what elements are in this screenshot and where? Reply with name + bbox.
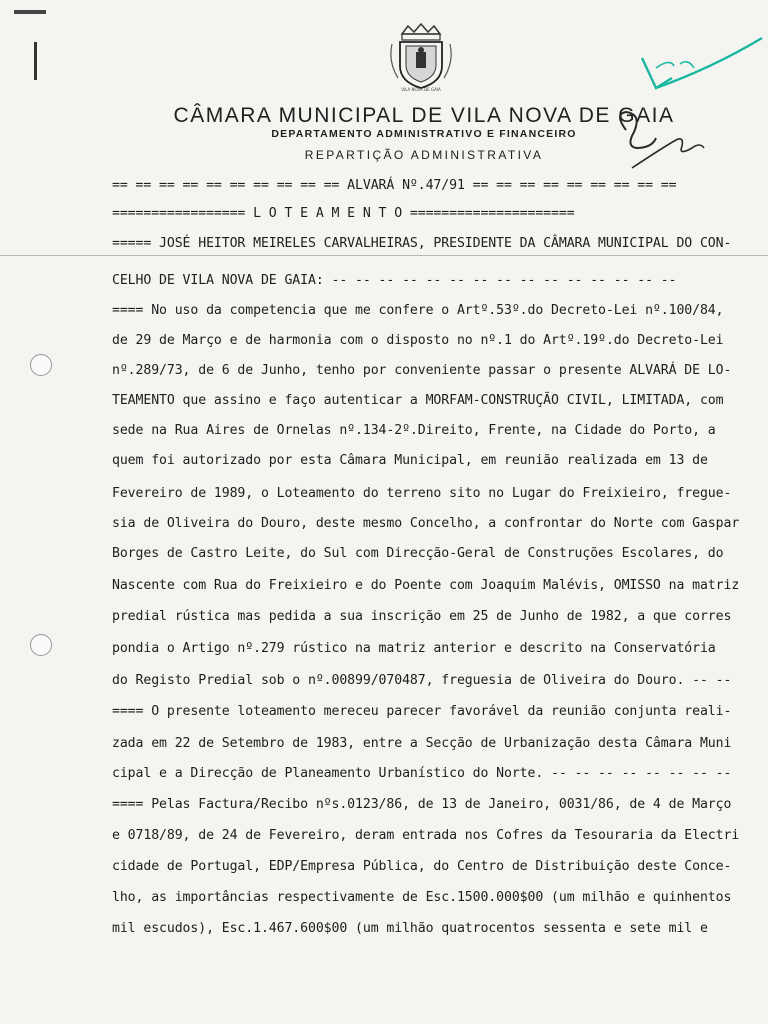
fold-line xyxy=(0,255,768,256)
document-line: ================= L O T E A M E N T O ===================== xyxy=(112,206,575,221)
document-line: cipal e a Direcção de Planeamento Urbanístico do Norte. -- -- -- -- -- -- -- -- xyxy=(112,766,732,781)
page-title: CÂMARA MUNICIPAL DE VILA NOVA DE GAIA xyxy=(173,104,675,127)
department-name: DEPARTAMENTO ADMINISTRATIVO E FINANCEIRO xyxy=(271,128,577,140)
document-line: mil escudos), Esc.1.467.600$00 (um milhão quatrocentos sessenta e sete mil e xyxy=(112,921,708,936)
municipal-crest-icon xyxy=(388,22,454,92)
svg-text:VILA NOVA DE GAIA: VILA NOVA DE GAIA xyxy=(401,87,441,92)
document-line: lho, as importâncias respectivamente de Esc.1500.000$00 (um milhão e quinhentos xyxy=(112,890,732,905)
punch-hole xyxy=(30,634,52,656)
document-line: == == == == == == == == == == ALVARÁ Nº.47/91 == == == == == == == == == xyxy=(112,178,677,193)
document-line: de 29 de Março e de harmonia com o disposto no nº.1 do Artº.19º.do Decreto-Lei xyxy=(112,333,724,348)
document-line: ===== JOSÉ HEITOR MEIRELES CARVALHEIRAS, PRESIDENTE DA CÂMARA MUNICIPAL DO CON- xyxy=(112,236,732,251)
document-line: quem foi autorizado por esta Câmara Municipal, em reunião realizada em 13 de xyxy=(112,453,708,468)
section-name: REPARTIÇÃO ADMINISTRATIVA xyxy=(304,148,544,162)
document-line: predial rústica mas pedida a sua inscrição em 25 de Junho de 1982, a que corres xyxy=(112,609,732,624)
document-line: ==== Pelas Factura/Recibo nºs.0123/86, de 13 de Janeiro, 0031/86, de 4 de Março xyxy=(112,797,732,812)
document-line: CELHO DE VILA NOVA DE GAIA: -- -- -- -- -- -- -- -- -- -- -- -- -- -- -- xyxy=(112,273,677,288)
signature-mark xyxy=(612,28,768,188)
document-line: sede na Rua Aires de Ornelas nº.134-2º.Direito, Frente, na Cidade do Porto, a xyxy=(112,423,716,438)
document-line: Fevereiro de 1989, o Loteamento do terreno sito no Lugar do Freixieiro, fregue- xyxy=(112,486,732,501)
document-line: pondia o Artigo nº.279 rústico na matriz anterior e descrito na Conservatória xyxy=(112,641,716,656)
document-line: ==== No uso da competencia que me confere o Artº.53º.do Decreto-Lei nº.100/84, xyxy=(112,303,724,318)
document-line: ==== O presente loteamento mereceu parecer favorável da reunião conjunta reali- xyxy=(112,704,732,719)
document-line: nº.289/73, de 6 de Junho, tenho por conveniente passar o presente ALVARÁ DE LO- xyxy=(112,363,732,378)
document-line: Nascente com Rua do Freixieiro e do Poente com Joaquim Malévis, OMISSO na matriz xyxy=(112,578,740,593)
punch-hole xyxy=(30,354,52,376)
margin-bar xyxy=(34,42,37,80)
document-line: e 0718/89, de 24 de Fevereiro, deram entrada nos Cofres da Tesouraria da Electri xyxy=(112,828,740,843)
document-line: Borges de Castro Leite, do Sul com Direcção-Geral de Construções Escolares, do xyxy=(112,546,724,561)
document-line: zada em 22 de Setembro de 1983, entre a Secção de Urbanização desta Câmara Muni xyxy=(112,736,732,751)
document-line: do Registo Predial sob o nº.00899/070487, freguesia de Oliveira do Douro. -- -- xyxy=(112,673,732,688)
document-line: sia de Oliveira do Douro, deste mesmo Concelho, a confrontar do Norte com Gaspar xyxy=(112,516,740,531)
document-line: TEAMENTO que assino e faço autenticar a MORFAM-CONSTRUÇÃO CIVIL, LIMITADA, com xyxy=(112,393,724,408)
margin-mark xyxy=(14,10,46,14)
document-line: cidade de Portugal, EDP/Empresa Pública, do Centro de Distribuição deste Conce- xyxy=(112,859,732,874)
